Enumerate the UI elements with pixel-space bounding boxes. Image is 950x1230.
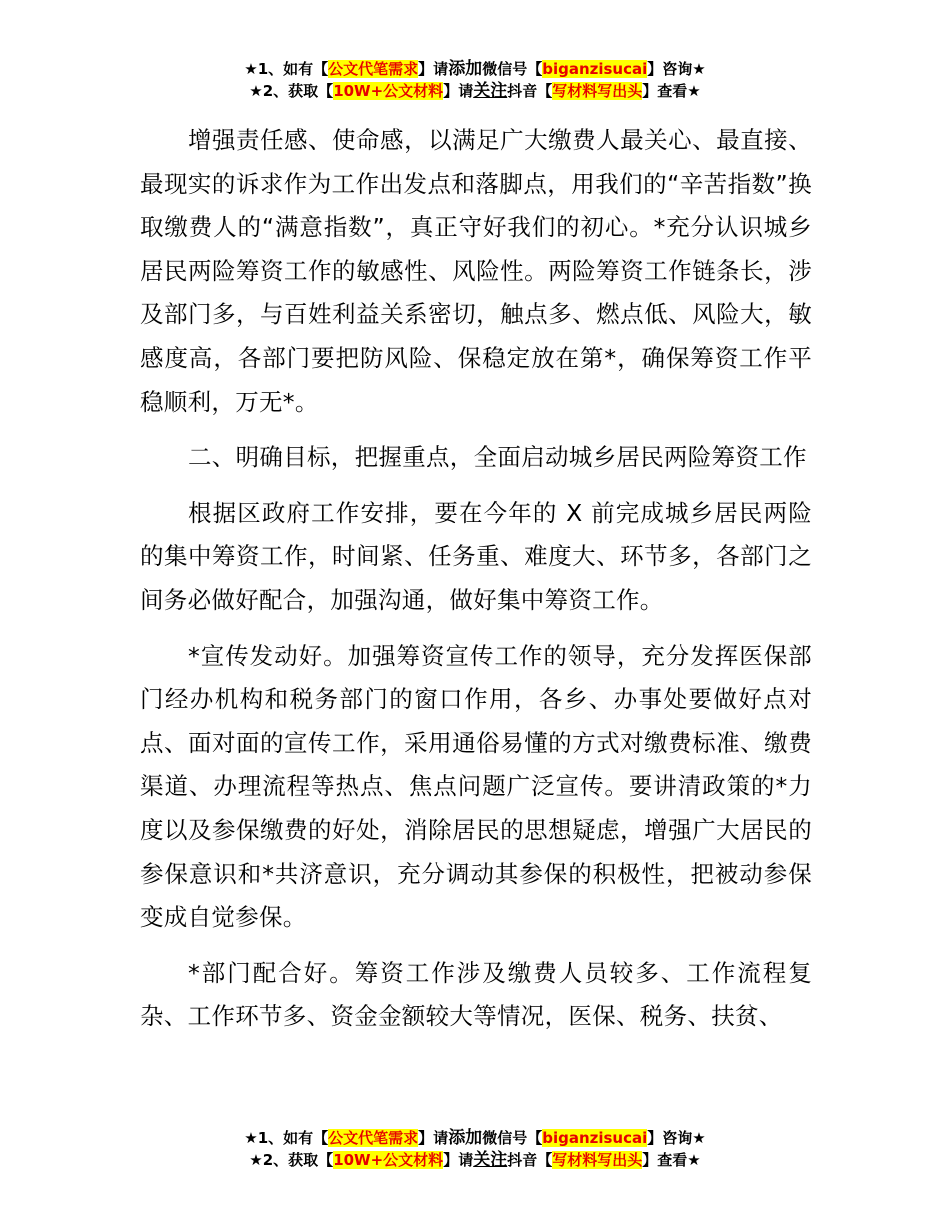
banner-bold-word: 添加 — [448, 59, 483, 79]
banner-text: 】请 — [443, 1151, 474, 1169]
banner-text: 抖音【 — [507, 1151, 553, 1169]
document-body — [140, 119, 812, 1051]
footer-banner — [0, 1127, 950, 1171]
header-banner — [0, 58, 950, 102]
banner-underline-word: 关注 — [473, 1150, 508, 1170]
paragraph: *部门配合好。筹资工作涉及缴费人员较多、工作流程复杂、工作环节多、资金金额较大等情况，医保、税务、扶贫、 — [140, 958, 812, 1031]
banner-prefix: ★1、如有【 — [244, 1129, 329, 1147]
paragraph: 增强责任感、使命感，以满足广大缴费人最关心、最直接、最现实的诉求作为工作出发点和落脚点，用我们的“辛苦指数”换取缴费人的“满意指数”，真正守好我们的初心。*充分认识城乡居民两险筹资工作的敏感性、风险性。两险筹资工作链条长，涉及部门多，与百姓利益关系密切，触点多、燃点低、风险大，敏感度高，各部门要把防风险、保稳定放在第*，确保筹资工作平稳顺利，万无*。 — [140, 126, 812, 416]
highlight-wechat-id: biganzisucai — [542, 1129, 648, 1147]
banner-line-1 — [0, 58, 950, 80]
banner-line-1 — [0, 1127, 950, 1149]
banner-line-2 — [0, 80, 950, 102]
banner-suffix: 】查看★ — [642, 82, 701, 100]
banner-prefix: ★2、获取【 — [249, 82, 334, 100]
highlight-ghostwriting: 公文代笔需求 — [328, 60, 419, 78]
highlight-wechat-id: biganzisucai — [542, 60, 648, 78]
banner-suffix: 】咨询★ — [647, 60, 706, 78]
paragraph: 根据区政府工作安排，要在今年的 X 前完成城乡居民两险的集中筹资工作，时间紧、任务重、难度大、环节多，各部门之间务必做好配合，加强沟通，做好集中筹资工作。 — [140, 498, 812, 614]
banner-underline-word: 关注 — [473, 81, 508, 101]
banner-suffix: 】咨询★ — [647, 1129, 706, 1147]
banner-suffix: 】查看★ — [642, 1151, 701, 1169]
banner-bold-word: 添加 — [448, 1128, 483, 1148]
banner-text: 】请 — [418, 60, 449, 78]
banner-text: 微信号【 — [482, 1129, 543, 1147]
highlight-douyin-account: 写材料写出头 — [552, 1151, 643, 1169]
banner-text: 抖音【 — [507, 82, 553, 100]
highlight-ghostwriting: 公文代笔需求 — [328, 1129, 419, 1147]
highlight-materials: 10W+公文材料 — [333, 82, 444, 100]
banner-text: 微信号【 — [482, 60, 543, 78]
banner-text: 】请 — [418, 1129, 449, 1147]
banner-line-2 — [0, 1149, 950, 1171]
highlight-douyin-account: 写材料写出头 — [552, 82, 643, 100]
highlight-materials: 10W+公文材料 — [333, 1151, 444, 1169]
banner-text: 】请 — [443, 82, 474, 100]
paragraph: *宣传发动好。加强筹资宣传工作的领导，充分发挥医保部门经办机构和税务部门的窗口作用，各乡、办事处要做好点对点、面对面的宣传工作，采用通俗易懂的方式对缴费标准、缴费渠道、办理流程等热点、焦点问题广泛宣传。要讲清政策的*力度以及参保缴费的好处，消除居民的思想疑虑，增强广大居民的参保意识和*共济意识，充分调动其参保的积极性，把被动参保变成自觉参保。 — [140, 641, 812, 932]
section-heading: 二、明确目标，把握重点，全面启动城乡居民两险筹资工作 — [188, 443, 807, 472]
banner-prefix: ★2、获取【 — [249, 1151, 334, 1169]
banner-prefix: ★1、如有【 — [244, 60, 329, 78]
